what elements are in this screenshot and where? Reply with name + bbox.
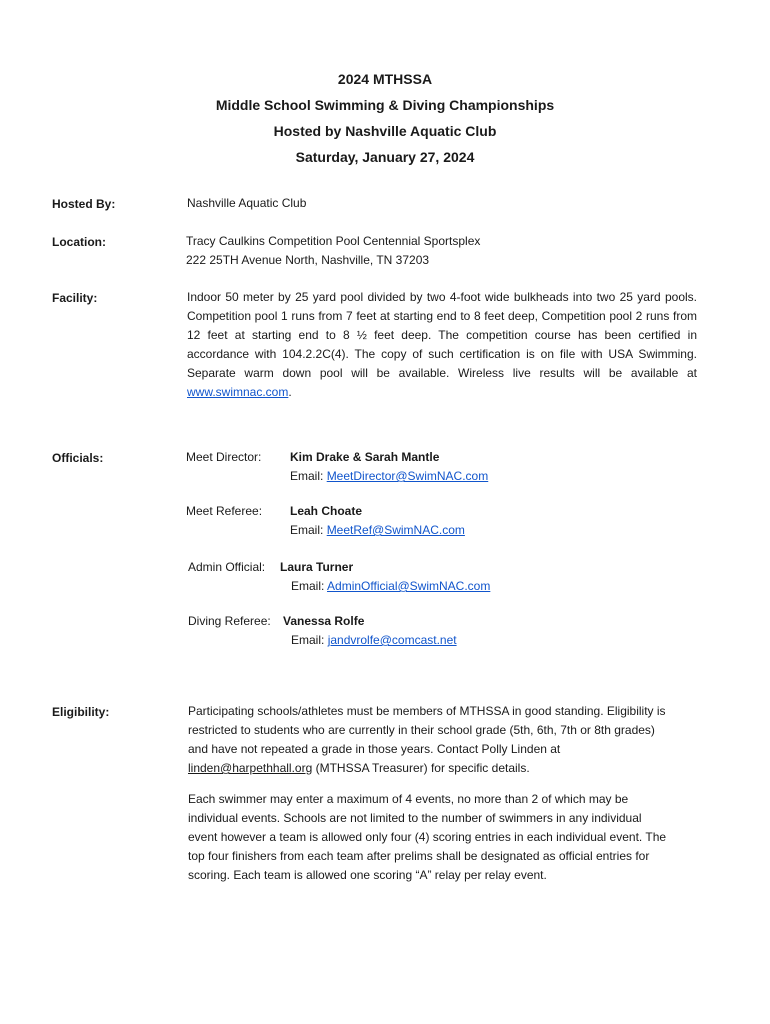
facility-period: .	[288, 385, 292, 399]
eligibility-paragraph-1: Participating schools/athletes must be members of MTHSSA in good standing. Eligibility is restricted to students who are currently in their school grade (5th, 6th, 7th or 8th grades) and have not repeated a grade in those years. Contact Polly Linden at linden@harpethhall.org (MTHSSA Treasurer) for specific details.	[188, 704, 666, 775]
official-name-meet-director: Kim Drake & Sarah Mantle	[290, 450, 440, 464]
facility-label: Facility:	[52, 291, 98, 305]
treasurer-email-link[interactable]: linden@harpethhall.org	[188, 761, 313, 775]
hosted-by-value: Nashville Aquatic Club	[187, 196, 307, 210]
meet-referee-email-link[interactable]: MeetRef@SwimNAC.com	[326, 523, 465, 537]
official-role-meet-referee: Meet Referee:	[186, 504, 263, 518]
officials-label: Officials:	[52, 451, 104, 465]
facility-text: Indoor 50 meter by 25 yard pool divided by two 4-foot wide bulkheads into two 25 yard pools. Competition pool 1 runs from 7 feet at starting end to 8 feet deep, Competition pool 2 runs from 12 feet at starting end to 8 ½ feet deep. The competition course has been certified in accordance with 104.2.2C(4). The copy of such certification is on file with USA Swimming. Separate warm down pool will be available. Wireless live results will be available at	[187, 290, 697, 380]
eligibility-label: Eligibility:	[52, 705, 110, 719]
official-name-admin-official: Laura Turner	[280, 560, 354, 574]
official-role-admin-official: Admin Official:	[188, 560, 266, 574]
eligibility-paragraph-2: Each swimmer may enter a maximum of 4 events, no more than 2 of which may be individual events. Schools are not limited to the number of swimmers in any individual event however a team is allowed only four (4) scoring entries in each individual event. The top four finishers from each team after prelims shall be designated as official entries for scoring. Each team is allowed one scoring “A” relay per relay event.	[188, 792, 667, 882]
meet-director-email-link[interactable]: MeetDirector@SwimNAC.com	[326, 469, 489, 483]
location-value	[186, 232, 480, 270]
admin-official-email-link[interactable]: AdminOfficial@SwimNAC.com	[327, 579, 491, 593]
official-email-diving-referee: Email: jandvrolfe@comcast.net	[291, 633, 457, 647]
official-role-diving-referee: Diving Referee:	[188, 614, 271, 628]
header-date: Saturday, January 27, 2024	[295, 149, 475, 165]
official-role-meet-director: Meet Director:	[186, 450, 262, 464]
official-email-meet-referee: Email: MeetRef@SwimNAC.com	[290, 523, 465, 537]
meet-header	[0, 66, 770, 170]
header-host: Hosted by Nashville Aquatic Club	[273, 123, 497, 139]
official-email-meet-director: Email: MeetDirector@SwimNAC.com	[290, 469, 489, 483]
header-title: 2024 MTHSSA	[337, 71, 433, 87]
facility-description	[187, 288, 697, 402]
swimnac-link[interactable]: www.swimnac.com	[187, 385, 289, 399]
diving-referee-email-link[interactable]: jandvrolfe@comcast.net	[327, 633, 457, 647]
location-line-1: Tracy Caulkins Competition Pool Centennial Sportsplex	[186, 234, 481, 248]
official-name-diving-referee: Vanessa Rolfe	[283, 614, 365, 628]
official-email-admin-official: Email: AdminOfficial@SwimNAC.com	[291, 579, 491, 593]
header-subtitle: Middle School Swimming & Diving Championships	[215, 97, 555, 113]
official-name-meet-referee: Leah Choate	[290, 504, 363, 518]
location-label: Location:	[52, 235, 106, 249]
hosted-by-label: Hosted By:	[52, 197, 116, 211]
location-line-2: 222 25TH Avenue North, Nashville, TN 37203	[186, 253, 430, 267]
